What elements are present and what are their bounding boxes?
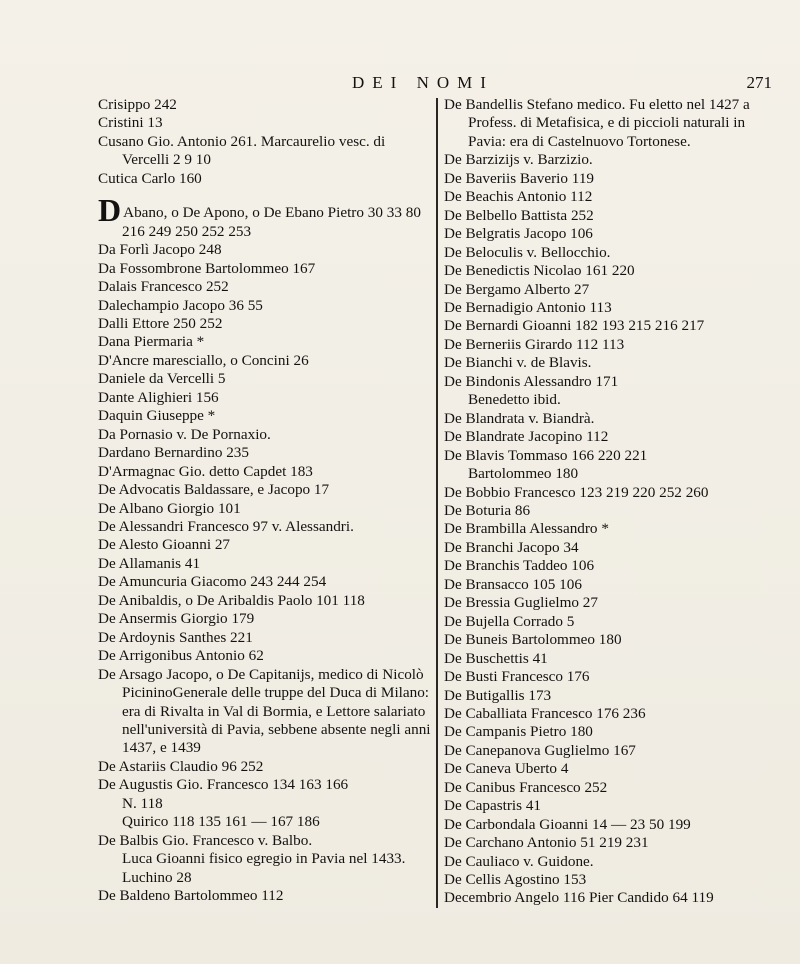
index-entry — [444, 871, 774, 889]
index-entry — [444, 465, 774, 483]
index-entry-text: N. 118 — [122, 794, 163, 812]
index-entry — [444, 188, 774, 206]
index-entry — [444, 613, 774, 631]
index-entry-text: Da Pornasio v. De Pornaxio. — [98, 425, 271, 443]
index-entry-text: D'Armagnac Gio. detto Capdet 183 — [98, 462, 313, 480]
index-entry-text: De Beloculis v. Bellocchio. — [444, 243, 611, 261]
index-entry-text: De Balbis Gio. Francesco v. Balbo. — [98, 831, 313, 849]
index-entry-text: De Blandrate Jacopino 112 — [444, 428, 609, 446]
index-entry-text: De Cellis Agostino 153 — [444, 871, 587, 889]
index-entry — [444, 668, 774, 686]
index-entry — [98, 629, 432, 647]
index-entry — [444, 170, 774, 188]
index-entry-text: Benedetto ibid. — [468, 391, 561, 409]
index-entry — [98, 666, 432, 758]
index-entry-text: De Busti Francesco 176 — [444, 668, 590, 686]
index-entry — [444, 151, 774, 169]
index-entry — [98, 444, 432, 462]
index-entry-text: Daniele da Vercelli 5 — [98, 370, 226, 388]
index-entry — [98, 463, 432, 481]
index-entry-text: De Baldeno Bartolommeo 112 — [98, 887, 284, 905]
index-entry — [98, 389, 432, 407]
index-entry — [98, 170, 432, 188]
index-entry-text: De Blandrata v. Biandrà. — [444, 409, 595, 427]
index-entry-text: Luca Gioanni fisico egregio in Pavia nel 1433. Luchino 28 — [122, 850, 406, 886]
index-entry-text: De Canibus Francesco 252 — [444, 778, 608, 796]
index-entry-text: Dana Piermaria * — [98, 333, 205, 351]
index-entry-text: Da Forlì Jacopo 248 — [98, 241, 222, 259]
index-entry-text: De Bianchi v. de Blavis. — [444, 354, 592, 372]
index-entry-text: De Blavis Tommaso 166 220 221 — [444, 446, 648, 464]
index-entry — [98, 518, 432, 536]
index-entry — [444, 207, 774, 225]
index-entry — [444, 594, 774, 612]
index-entry-text: Cristini 13 — [98, 114, 163, 132]
index-entry-text: Dardano Bernardino 235 — [98, 444, 249, 462]
index-entry — [444, 834, 774, 852]
index-entry-text: De Caballiata Francesco 176 236 — [444, 704, 646, 722]
index-entry — [98, 536, 432, 554]
index-entry-text: Cusano Gio. Antonio 261. Marcaurelio vesc. di Vercelli 2 9 10 — [98, 132, 386, 169]
index-entry — [98, 592, 432, 610]
index-entry — [444, 687, 774, 705]
index-entry — [444, 262, 774, 280]
index-entry — [444, 797, 774, 815]
index-entry-text: De Bobbio Francesco 123 219 220 252 260 — [444, 483, 709, 501]
index-entry-text: Abano, o De Apono, o De Ebano Pietro 30 33 80 216 249 250 252 253 — [122, 204, 421, 240]
drop-cap-letter: D — [98, 192, 122, 229]
index-entry — [98, 776, 432, 794]
index-entry-text: De Ardoynis Santhes 221 — [98, 628, 253, 646]
index-entry-text: De Alesto Gioanni 27 — [98, 536, 231, 554]
index-entry — [98, 114, 432, 132]
index-entry — [444, 889, 774, 907]
index-entry — [98, 370, 432, 388]
index-entry — [98, 278, 432, 296]
index-entry-text: De Bergamo Alberto 27 — [444, 280, 590, 298]
index-entry-text: De Alessandri Francesco 97 v. Alessandri. — [98, 517, 354, 535]
index-entry — [444, 96, 774, 151]
index-entry — [444, 410, 774, 428]
column-divider — [436, 98, 438, 908]
index-entry-text: De Bressia Guglielmo 27 — [444, 594, 598, 612]
index-entry — [98, 610, 432, 628]
index-entry-text: Cutica Carlo 160 — [98, 169, 202, 187]
index-entry-text: Daquin Giuseppe * — [98, 407, 216, 425]
index-entry — [98, 241, 432, 259]
index-entry — [444, 428, 774, 446]
index-entry-text: De Benedictis Nicolao 161 220 — [444, 262, 635, 280]
index-entry-text: De Caneva Uberto 4 — [444, 760, 569, 778]
index-entry-text: De Campanis Pietro 180 — [444, 723, 593, 741]
index-entry — [444, 816, 774, 834]
index-entry — [98, 573, 432, 591]
index-entry — [444, 705, 774, 723]
index-entry — [98, 133, 432, 170]
index-entry-text: De Belbello Battista 252 — [444, 206, 594, 224]
index-entry-text: De Capastris 41 — [444, 797, 542, 815]
index-entry — [444, 650, 774, 668]
index-entry-text: De Buschettis 41 — [444, 649, 548, 667]
index-entry-text: Dalechampio Jacopo 36 55 — [98, 296, 263, 314]
index-entry — [98, 500, 432, 518]
index-entry — [98, 333, 432, 351]
index-entry-text: De Augustis Gio. Francesco 134 163 166 — [98, 776, 349, 794]
index-entry-text: De Bujella Corrado 5 — [444, 612, 575, 630]
index-entry — [444, 779, 774, 797]
index-entry-text: De Bindonis Alessandro 171 — [444, 372, 619, 390]
index-entry-text: Crisippo 242 — [98, 96, 177, 113]
index-entry-text: De Albano Giorgio 101 — [98, 499, 241, 517]
index-entry-text: De Bernadigio Antonio 113 — [444, 298, 612, 316]
right-index-column — [444, 96, 774, 908]
index-entry-text: De Advocatis Baldassare, e Jacopo 17 — [98, 481, 330, 499]
index-entry — [444, 576, 774, 594]
index-entry-text: De Carchano Antonio 51 219 231 — [444, 834, 649, 852]
left-index-column — [98, 96, 432, 905]
index-entry-text: Bartolommeo 180 — [468, 465, 579, 483]
index-entry-text: Dalli Ettore 250 252 — [98, 314, 223, 332]
index-entry — [98, 407, 432, 425]
index-entry-text: De Branchis Taddeo 106 — [444, 557, 595, 575]
page-number: 271 — [746, 73, 772, 92]
index-entry-text: De Carbondala Gioanni 14 — 23 50 199 — [444, 815, 691, 833]
index-entry-text: De Cauliaco v. Guidone. — [444, 852, 594, 870]
index-entry — [98, 832, 432, 850]
index-entry-text: De Boturia 86 — [444, 501, 531, 519]
index-entry-text: Da Fossombrone Bartolommeo 167 — [98, 259, 316, 277]
index-entry — [444, 557, 774, 575]
index-entry — [444, 484, 774, 502]
index-entry — [98, 555, 432, 573]
index-entry — [444, 336, 774, 354]
index-entry — [98, 850, 432, 887]
index-entry-text: De Branchi Jacopo 34 — [444, 538, 579, 556]
index-entry — [444, 853, 774, 871]
index-entry — [444, 391, 774, 409]
index-entry-text: De Arsago Jacopo, o De Capitanijs, medico di Nicolò PicininoGenerale delle truppe del Duca di Milano: era di Rivalta in Val di Bormia, e Lettore salariato nell'università di Pavia, sebbene absente negli anni 1437, e 1439 — [98, 665, 431, 757]
index-entry — [444, 281, 774, 299]
index-entry — [98, 352, 432, 370]
index-entry-text: De Brambilla Alessandro * — [444, 520, 609, 538]
index-entry-text: De Allamanis 41 — [98, 554, 201, 572]
index-entry — [98, 96, 432, 114]
index-entry-text: De Berneriis Girardo 112 113 — [444, 335, 625, 353]
index-entry — [98, 647, 432, 665]
index-entry — [444, 447, 774, 465]
index-entry-text: De Bransacco 105 106 — [444, 575, 582, 593]
index-entry — [98, 813, 432, 831]
index-entry — [444, 299, 774, 317]
index-entry-text: De Baveriis Baverio 119 — [444, 169, 595, 187]
index-entry-text: Quirico 118 135 161 — 167 186 — [122, 813, 320, 831]
index-entry — [444, 373, 774, 391]
index-entry-text: Dalais Francesco 252 — [98, 278, 229, 296]
index-entry — [444, 520, 774, 538]
index-entry — [98, 315, 432, 333]
index-entry — [444, 244, 774, 262]
running-title: DEI NOMI — [352, 73, 494, 92]
index-entry-text: Decembrio Angelo 116 Pier Candido 64 119 — [444, 889, 714, 907]
index-entry-text: D'Ancre maresciallo, o Concini 26 — [98, 351, 309, 369]
index-entry — [98, 297, 432, 315]
index-entry-text: De Belgratis Jacopo 106 — [444, 225, 593, 243]
index-entry-text: De Butigallis 173 — [444, 686, 552, 704]
index-entry-text: De Canepanova Guglielmo 167 — [444, 741, 636, 759]
index-entry — [444, 539, 774, 557]
index-entry — [444, 723, 774, 741]
index-entry-text: De Arrigonibus Antonio 62 — [98, 647, 264, 665]
index-entry-text: De Astariis Claudio 96 252 — [98, 757, 264, 775]
index-entry-text: De Bernardi Gioanni 182 193 215 216 217 — [444, 317, 705, 335]
index-entry — [444, 225, 774, 243]
page-header — [0, 73, 800, 97]
index-entry — [98, 481, 432, 499]
index-entry — [98, 260, 432, 278]
index-entry-text: De Bandellis Stefano medico. Fu eletto nel 1427 a Profess. di Metafisica, e di piccioli naturali in Pavia: era di Castelnuovo Tortonese. — [444, 96, 750, 150]
index-entry — [444, 317, 774, 335]
index-entry — [444, 354, 774, 372]
index-entry — [98, 887, 432, 905]
index-entry-text: De Amuncuria Giacomo 243 244 254 — [98, 573, 327, 591]
index-entry — [444, 502, 774, 520]
index-entry-text: De Ansermis Giorgio 179 — [98, 610, 255, 628]
index-entry — [98, 426, 432, 444]
index-entry-text: Dante Alighieri 156 — [98, 388, 219, 406]
index-entry — [444, 742, 774, 760]
index-entry — [444, 760, 774, 778]
index-entry-text: De Anibaldis, o De Aribaldis Paolo 101 118 — [98, 591, 365, 609]
index-entry — [444, 631, 774, 649]
index-entry-text: De Beachis Antonio 112 — [444, 188, 593, 206]
index-entry — [98, 192, 432, 241]
index-entry-text: De Barzizijs v. Barzizio. — [444, 151, 593, 169]
index-entry — [98, 758, 432, 776]
index-entry-text: De Buneis Bartolommeo 180 — [444, 631, 622, 649]
index-entry — [98, 795, 432, 813]
